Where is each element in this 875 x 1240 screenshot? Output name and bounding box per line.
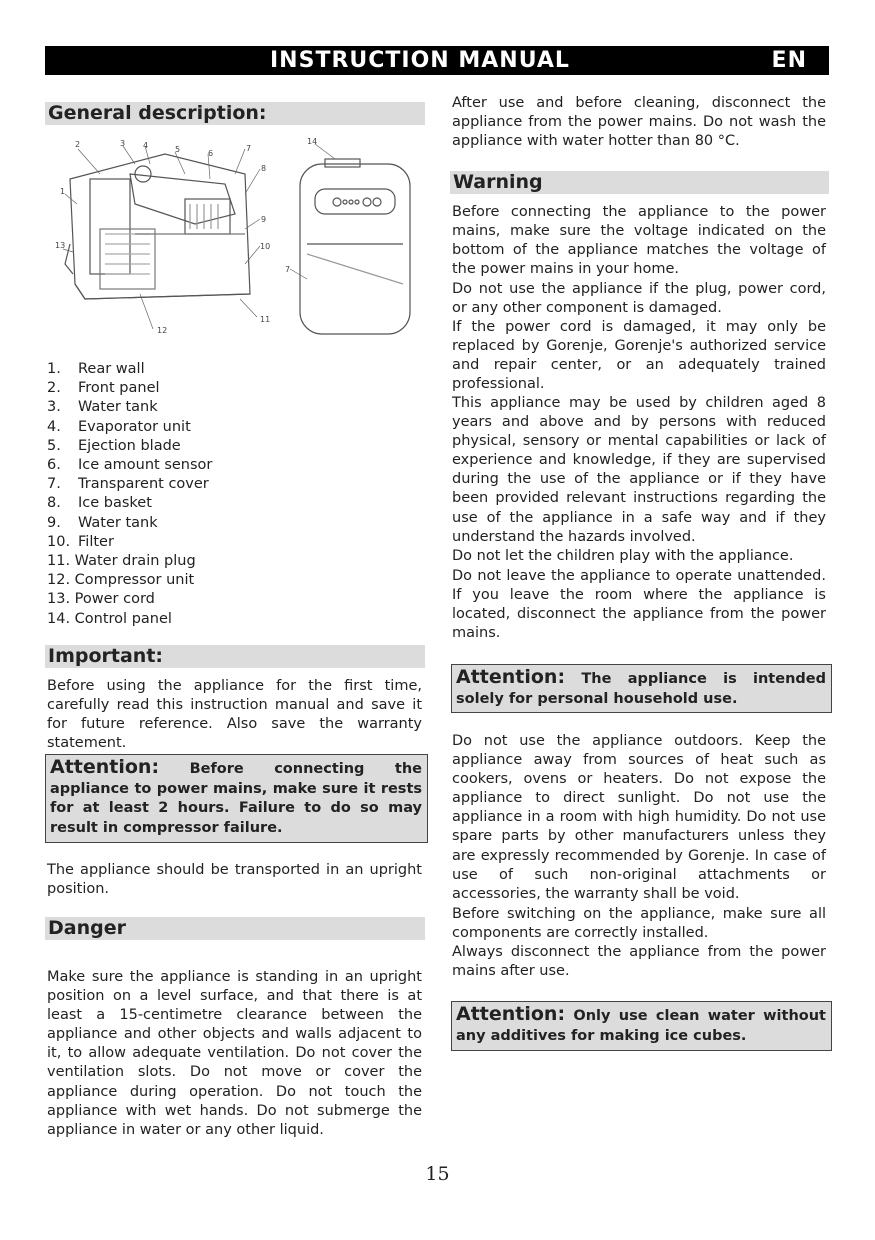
warning-voltage: Before connecting the appliance to the power mains, make sure the voltage indicated on the bottom of the appliance matches the voltage of the power mains in your home.: [452, 204, 826, 278]
attention-box-water: [451, 1001, 832, 1051]
warning-heading: Warning: [450, 171, 829, 194]
attention-label: Attention:: [50, 756, 160, 778]
svg-text:13: 13: [55, 241, 66, 250]
svg-text:8: 8: [261, 164, 267, 173]
list-item: 13. Power cord: [47, 591, 155, 608]
important-heading: Important:: [45, 645, 425, 668]
list-item: 10. Filter: [47, 533, 114, 550]
attention-text: Before connecting the appliance to power mains, make sure it rests for at least 2 hours. Failure to do so may result in compressor failure.: [50, 761, 422, 836]
svg-text:12: 12: [157, 326, 168, 335]
important-text: Before using the appliance for the first time, carefully read this instruction manual and save it for future reference. Also save the warranty statement.: [47, 678, 422, 752]
svg-text:14: 14: [307, 137, 318, 146]
list-item: 7. Transparent cover: [47, 476, 209, 493]
outdoor-text: Do not use the appliance outdoors. Keep the appliance away from sources of heat such as cookers, ovens or heaters. Do not expose the appliance to direct sunlight. Do not use the appliance in a room with high humidity. Do not use spare parts by other manufacturers unless they are expressly recommended by Gorenje. In case of use of such non-original attachments or accessories, the warranty shall be void.: [452, 733, 826, 902]
attention-box-household: [451, 664, 832, 713]
list-item: 2. Front panel: [47, 380, 160, 397]
warning-cord: If the power cord is damaged, it may only be replaced by Gorenje, Gorenje's authorized service and repair center, or an adequately trained professional.: [452, 319, 826, 393]
danger-text: Make sure the appliance is standing in an upright position on a level surface, and that there is at least a 15-centimetre clearance between the appliance and other objects and walls adjacent to it, to allow adequate ventilation. Do not cover the ventilation slots. Do not move or cover the appliance during operation. Do not touch the appliance with wet hands. Do not submerge the appliance in water or any other liquid.: [47, 969, 422, 1138]
manual-title: INSTRUCTION MANUAL: [270, 48, 570, 73]
installed-text: Before switching on the appliance, make sure all components are correctly installed.: [452, 906, 826, 942]
page-header: [45, 46, 829, 75]
list-item: 12. Compressor unit: [47, 572, 195, 589]
list-item: 8. Ice basket: [47, 495, 152, 512]
svg-text:6: 6: [208, 149, 214, 158]
svg-text:2: 2: [75, 140, 81, 149]
warning-unattended: Do not leave the appliance to operate unattended. If you leave the room where the appliance is located, disconnect the appliance from the power mains.: [452, 568, 826, 642]
list-item: 3. Water tank: [47, 399, 158, 416]
list-item: 9. Water tank: [47, 514, 158, 531]
attention-text: Only use clean water without any additives for making ice cubes.: [456, 1008, 826, 1044]
attention-label: Attention:: [456, 1003, 566, 1025]
svg-text:11: 11: [260, 315, 271, 324]
warning-damage: Do not use the appliance if the plug, power cord, or any other component is damaged.: [452, 281, 826, 317]
list-item: 5. Ejection blade: [47, 437, 181, 454]
transport-text: The appliance should be transported in an upright position.: [47, 862, 422, 898]
svg-text:1: 1: [60, 187, 66, 196]
cleaning-text: After use and before cleaning, disconnect the appliance from the power mains. Do not wash the appliance with water hotter than 80 °C.: [452, 95, 826, 150]
appliance-diagram: [45, 134, 425, 344]
danger-heading: Danger: [45, 917, 425, 940]
list-item: 14. Control panel: [47, 610, 172, 627]
parts-list: [47, 360, 417, 629]
svg-text:3: 3: [120, 139, 126, 148]
attention-label: Attention:: [456, 666, 566, 688]
svg-text:7: 7: [285, 265, 291, 274]
list-item: 6. Ice amount sensor: [47, 457, 213, 474]
list-item: 1. Rear wall: [47, 361, 145, 377]
warning-play: Do not let the children play with the appliance.: [452, 548, 794, 564]
svg-text:7: 7: [246, 144, 252, 153]
general-description-heading: General description:: [45, 102, 425, 125]
svg-text:5: 5: [175, 145, 181, 154]
warning-children: This appliance may be used by children aged 8 years and above and by persons with reduced physical, sensory or mental capabilities or lack of experience and knowledge, if they are supervised during the use of the appliance or if they have been provided relevant instructions regarding the use of the appliance in a safe way and if they understand the hazards involved.: [452, 395, 826, 545]
appliance-side-outline: [70, 154, 250, 299]
svg-text:10: 10: [260, 242, 271, 251]
attention-box-rest: [45, 754, 428, 843]
page-number: 15: [425, 1163, 450, 1185]
attention-text: The appliance is intended solely for personal household use.: [456, 671, 826, 707]
disconnect-text: Always disconnect the appliance from the power mains after use.: [452, 944, 826, 980]
svg-text:4: 4: [143, 141, 149, 150]
list-item: 4. Evaporator unit: [47, 418, 191, 435]
list-item: 11. Water drain plug: [47, 553, 196, 570]
language-code: EN: [771, 48, 807, 73]
svg-text:9: 9: [261, 215, 267, 224]
